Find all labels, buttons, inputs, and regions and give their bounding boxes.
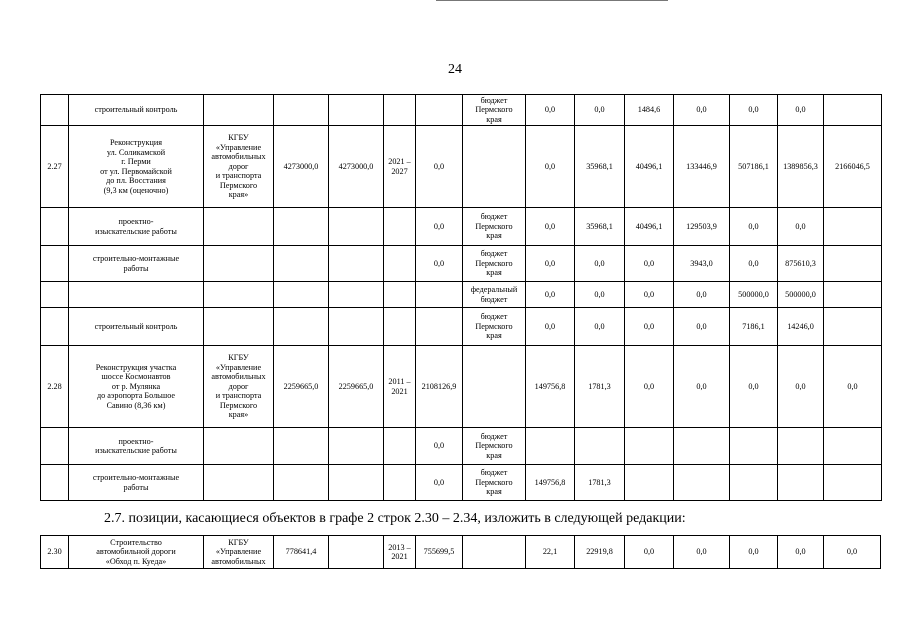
budget-table-continued <box>40 535 881 569</box>
period-cell: 2013 – 2021 <box>384 536 416 569</box>
table-row-construction-control-1 <box>41 95 882 126</box>
funding-source-cell: федеральный бюджет <box>463 282 526 308</box>
table-row-2-28 <box>41 346 882 428</box>
object-name-cell: Реконструкция ул. Соликамской г. Перми от ул. Первомайской до пл. Восстания (9,3 км (оценочно) <box>69 126 204 208</box>
value-cell: 0,0 <box>625 346 674 428</box>
estimated-cost-cell <box>274 208 329 246</box>
value-cell: 0,0 <box>526 246 575 282</box>
customer-cell <box>204 428 274 465</box>
period-cell <box>384 282 416 308</box>
value-cell: 2166046,5 <box>824 126 882 208</box>
value-cell: 0,0 <box>575 246 625 282</box>
customer-cell <box>204 282 274 308</box>
estimated-cost-cell <box>274 308 329 346</box>
value-cell: 0,0 <box>824 536 881 569</box>
value-cell <box>824 308 882 346</box>
value-cell: 0,0 <box>625 246 674 282</box>
value-cell: 149756,8 <box>526 465 575 501</box>
value-cell: 0,0 <box>575 308 625 346</box>
value-cell <box>575 428 625 465</box>
value-cell: 149756,8 <box>526 346 575 428</box>
top-rule <box>436 0 668 1</box>
table-row-federal-budget <box>41 282 882 308</box>
table-row-survey-2 <box>41 428 882 465</box>
customer-cell: КГБУ «Управление автомобильных <box>204 536 274 569</box>
object-name-cell: строительный контроль <box>69 95 204 126</box>
value-cell: 0,0 <box>778 536 824 569</box>
contract-cost-cell <box>329 282 384 308</box>
section-heading: 2.7. позиции, касающиеся объектов в графе 2 строк 2.30 – 2.34, изложить в следующей редакции: <box>104 511 686 526</box>
value-cell: 133446,9 <box>674 126 730 208</box>
value-cell: 35968,1 <box>575 126 625 208</box>
table-row-2-27 <box>41 126 882 208</box>
customer-cell <box>204 308 274 346</box>
prior-funding-cell: 0,0 <box>416 428 463 465</box>
prior-funding-cell: 755699,5 <box>416 536 463 569</box>
estimated-cost-cell: 778641,4 <box>274 536 329 569</box>
value-cell: 0,0 <box>575 95 625 126</box>
contract-cost-cell <box>329 536 384 569</box>
value-cell: 500000,0 <box>778 282 824 308</box>
object-name-cell: строительно-монтажные работы <box>69 246 204 282</box>
customer-cell <box>204 246 274 282</box>
value-cell: 0,0 <box>730 246 778 282</box>
period-cell: 2021 – 2027 <box>384 126 416 208</box>
value-cell: 0,0 <box>575 282 625 308</box>
value-cell: 0,0 <box>526 126 575 208</box>
customer-cell <box>204 465 274 501</box>
funding-source-cell <box>463 126 526 208</box>
value-cell <box>674 428 730 465</box>
value-cell: 129503,9 <box>674 208 730 246</box>
contract-cost-cell <box>329 246 384 282</box>
value-cell: 0,0 <box>674 95 730 126</box>
value-cell: 35968,1 <box>575 208 625 246</box>
value-cell: 0,0 <box>625 282 674 308</box>
value-cell: 0,0 <box>526 282 575 308</box>
row-number-cell <box>41 246 69 282</box>
funding-source-cell <box>463 346 526 428</box>
estimated-cost-cell <box>274 428 329 465</box>
funding-source-cell: бюджет Пермского края <box>463 428 526 465</box>
value-cell: 0,0 <box>730 208 778 246</box>
table-row-installation-1 <box>41 246 882 282</box>
row-number-cell <box>41 428 69 465</box>
value-cell <box>778 465 824 501</box>
value-cell: 7186,1 <box>730 308 778 346</box>
value-cell <box>625 465 674 501</box>
value-cell: 875610,3 <box>778 246 824 282</box>
value-cell <box>824 246 882 282</box>
value-cell: 40496,1 <box>625 208 674 246</box>
value-cell: 0,0 <box>778 95 824 126</box>
contract-cost-cell <box>329 208 384 246</box>
value-cell: 1484,6 <box>625 95 674 126</box>
funding-source-cell <box>463 536 526 569</box>
value-cell: 0,0 <box>778 208 824 246</box>
row-number-cell: 2.28 <box>41 346 69 428</box>
value-cell: 0,0 <box>674 308 730 346</box>
prior-funding-cell: 0,0 <box>416 208 463 246</box>
value-cell: 1781,3 <box>575 346 625 428</box>
table-row-survey-1 <box>41 208 882 246</box>
prior-funding-cell <box>416 282 463 308</box>
row-number-cell <box>41 308 69 346</box>
value-cell: 500000,0 <box>730 282 778 308</box>
estimated-cost-cell <box>274 246 329 282</box>
prior-funding-cell: 2108126,9 <box>416 346 463 428</box>
prior-funding-cell <box>416 308 463 346</box>
page-number: 24 <box>448 62 462 77</box>
table-row-2-30 <box>41 536 881 569</box>
estimated-cost-cell <box>274 282 329 308</box>
value-cell <box>778 428 824 465</box>
value-cell: 0,0 <box>730 346 778 428</box>
estimated-cost-cell: 4273000,0 <box>274 126 329 208</box>
row-number-cell: 2.30 <box>41 536 69 569</box>
value-cell: 0,0 <box>730 536 778 569</box>
value-cell: 1389856,3 <box>778 126 824 208</box>
value-cell: 0,0 <box>778 346 824 428</box>
prior-funding-cell: 0,0 <box>416 465 463 501</box>
contract-cost-cell <box>329 308 384 346</box>
period-cell <box>384 246 416 282</box>
customer-cell <box>204 208 274 246</box>
funding-source-cell: бюджет Пермского края <box>463 465 526 501</box>
period-cell <box>384 95 416 126</box>
object-name-cell: проектно- изыскательские работы <box>69 428 204 465</box>
funding-source-cell: бюджет Пермского края <box>463 208 526 246</box>
value-cell: 0,0 <box>674 346 730 428</box>
value-cell <box>674 465 730 501</box>
value-cell <box>730 465 778 501</box>
contract-cost-cell <box>329 95 384 126</box>
value-cell: 0,0 <box>625 536 674 569</box>
object-name-cell: проектно- изыскательские работы <box>69 208 204 246</box>
prior-funding-cell: 0,0 <box>416 126 463 208</box>
row-number-cell: 2.27 <box>41 126 69 208</box>
estimated-cost-cell: 2259665,0 <box>274 346 329 428</box>
funding-source-cell: бюджет Пермского края <box>463 95 526 126</box>
contract-cost-cell: 4273000,0 <box>329 126 384 208</box>
prior-funding-cell <box>416 95 463 126</box>
funding-source-cell: бюджет Пермского края <box>463 308 526 346</box>
value-cell <box>625 428 674 465</box>
object-name-cell <box>69 282 204 308</box>
value-cell <box>824 428 882 465</box>
value-cell: 0,0 <box>526 308 575 346</box>
customer-cell: КГБУ «Управление автомобильных дорог и транспорта Пермского края» <box>204 126 274 208</box>
contract-cost-cell: 2259665,0 <box>329 346 384 428</box>
value-cell: 22,1 <box>526 536 575 569</box>
row-number-cell <box>41 95 69 126</box>
prior-funding-cell: 0,0 <box>416 246 463 282</box>
value-cell: 0,0 <box>730 95 778 126</box>
object-name-cell: строительный контроль <box>69 308 204 346</box>
value-cell: 0,0 <box>526 95 575 126</box>
value-cell: 0,0 <box>625 308 674 346</box>
estimated-cost-cell <box>274 95 329 126</box>
value-cell <box>824 208 882 246</box>
value-cell: 14246,0 <box>778 308 824 346</box>
customer-cell <box>204 95 274 126</box>
estimated-cost-cell <box>274 465 329 501</box>
period-cell: 2011 – 2021 <box>384 346 416 428</box>
period-cell <box>384 308 416 346</box>
row-number-cell <box>41 208 69 246</box>
row-number-cell <box>41 282 69 308</box>
budget-table <box>40 94 882 501</box>
object-name-cell: Реконструкция участка шоссе Космонавтов от р. Мулянка до аэропорта Большое Савино (8,36 км) <box>69 346 204 428</box>
value-cell: 0,0 <box>674 282 730 308</box>
value-cell: 22919,8 <box>575 536 625 569</box>
object-name-cell: строительно-монтажные работы <box>69 465 204 501</box>
contract-cost-cell <box>329 465 384 501</box>
table-row-installation-2 <box>41 465 882 501</box>
value-cell: 1781,3 <box>575 465 625 501</box>
value-cell <box>526 428 575 465</box>
value-cell: 0,0 <box>674 536 730 569</box>
value-cell: 0,0 <box>824 346 882 428</box>
value-cell: 3943,0 <box>674 246 730 282</box>
value-cell: 40496,1 <box>625 126 674 208</box>
value-cell <box>730 428 778 465</box>
funding-source-cell: бюджет Пермского края <box>463 246 526 282</box>
table-row-construction-control-2 <box>41 308 882 346</box>
customer-cell: КГБУ «Управление автомобильных дорог и транспорта Пермского края» <box>204 346 274 428</box>
value-cell: 507186,1 <box>730 126 778 208</box>
value-cell <box>824 95 882 126</box>
value-cell <box>824 465 882 501</box>
value-cell: 0,0 <box>526 208 575 246</box>
contract-cost-cell <box>329 428 384 465</box>
value-cell <box>824 282 882 308</box>
period-cell <box>384 208 416 246</box>
period-cell <box>384 428 416 465</box>
period-cell <box>384 465 416 501</box>
row-number-cell <box>41 465 69 501</box>
object-name-cell: Строительство автомобильной дороги «Обход п. Куеда» <box>69 536 204 569</box>
